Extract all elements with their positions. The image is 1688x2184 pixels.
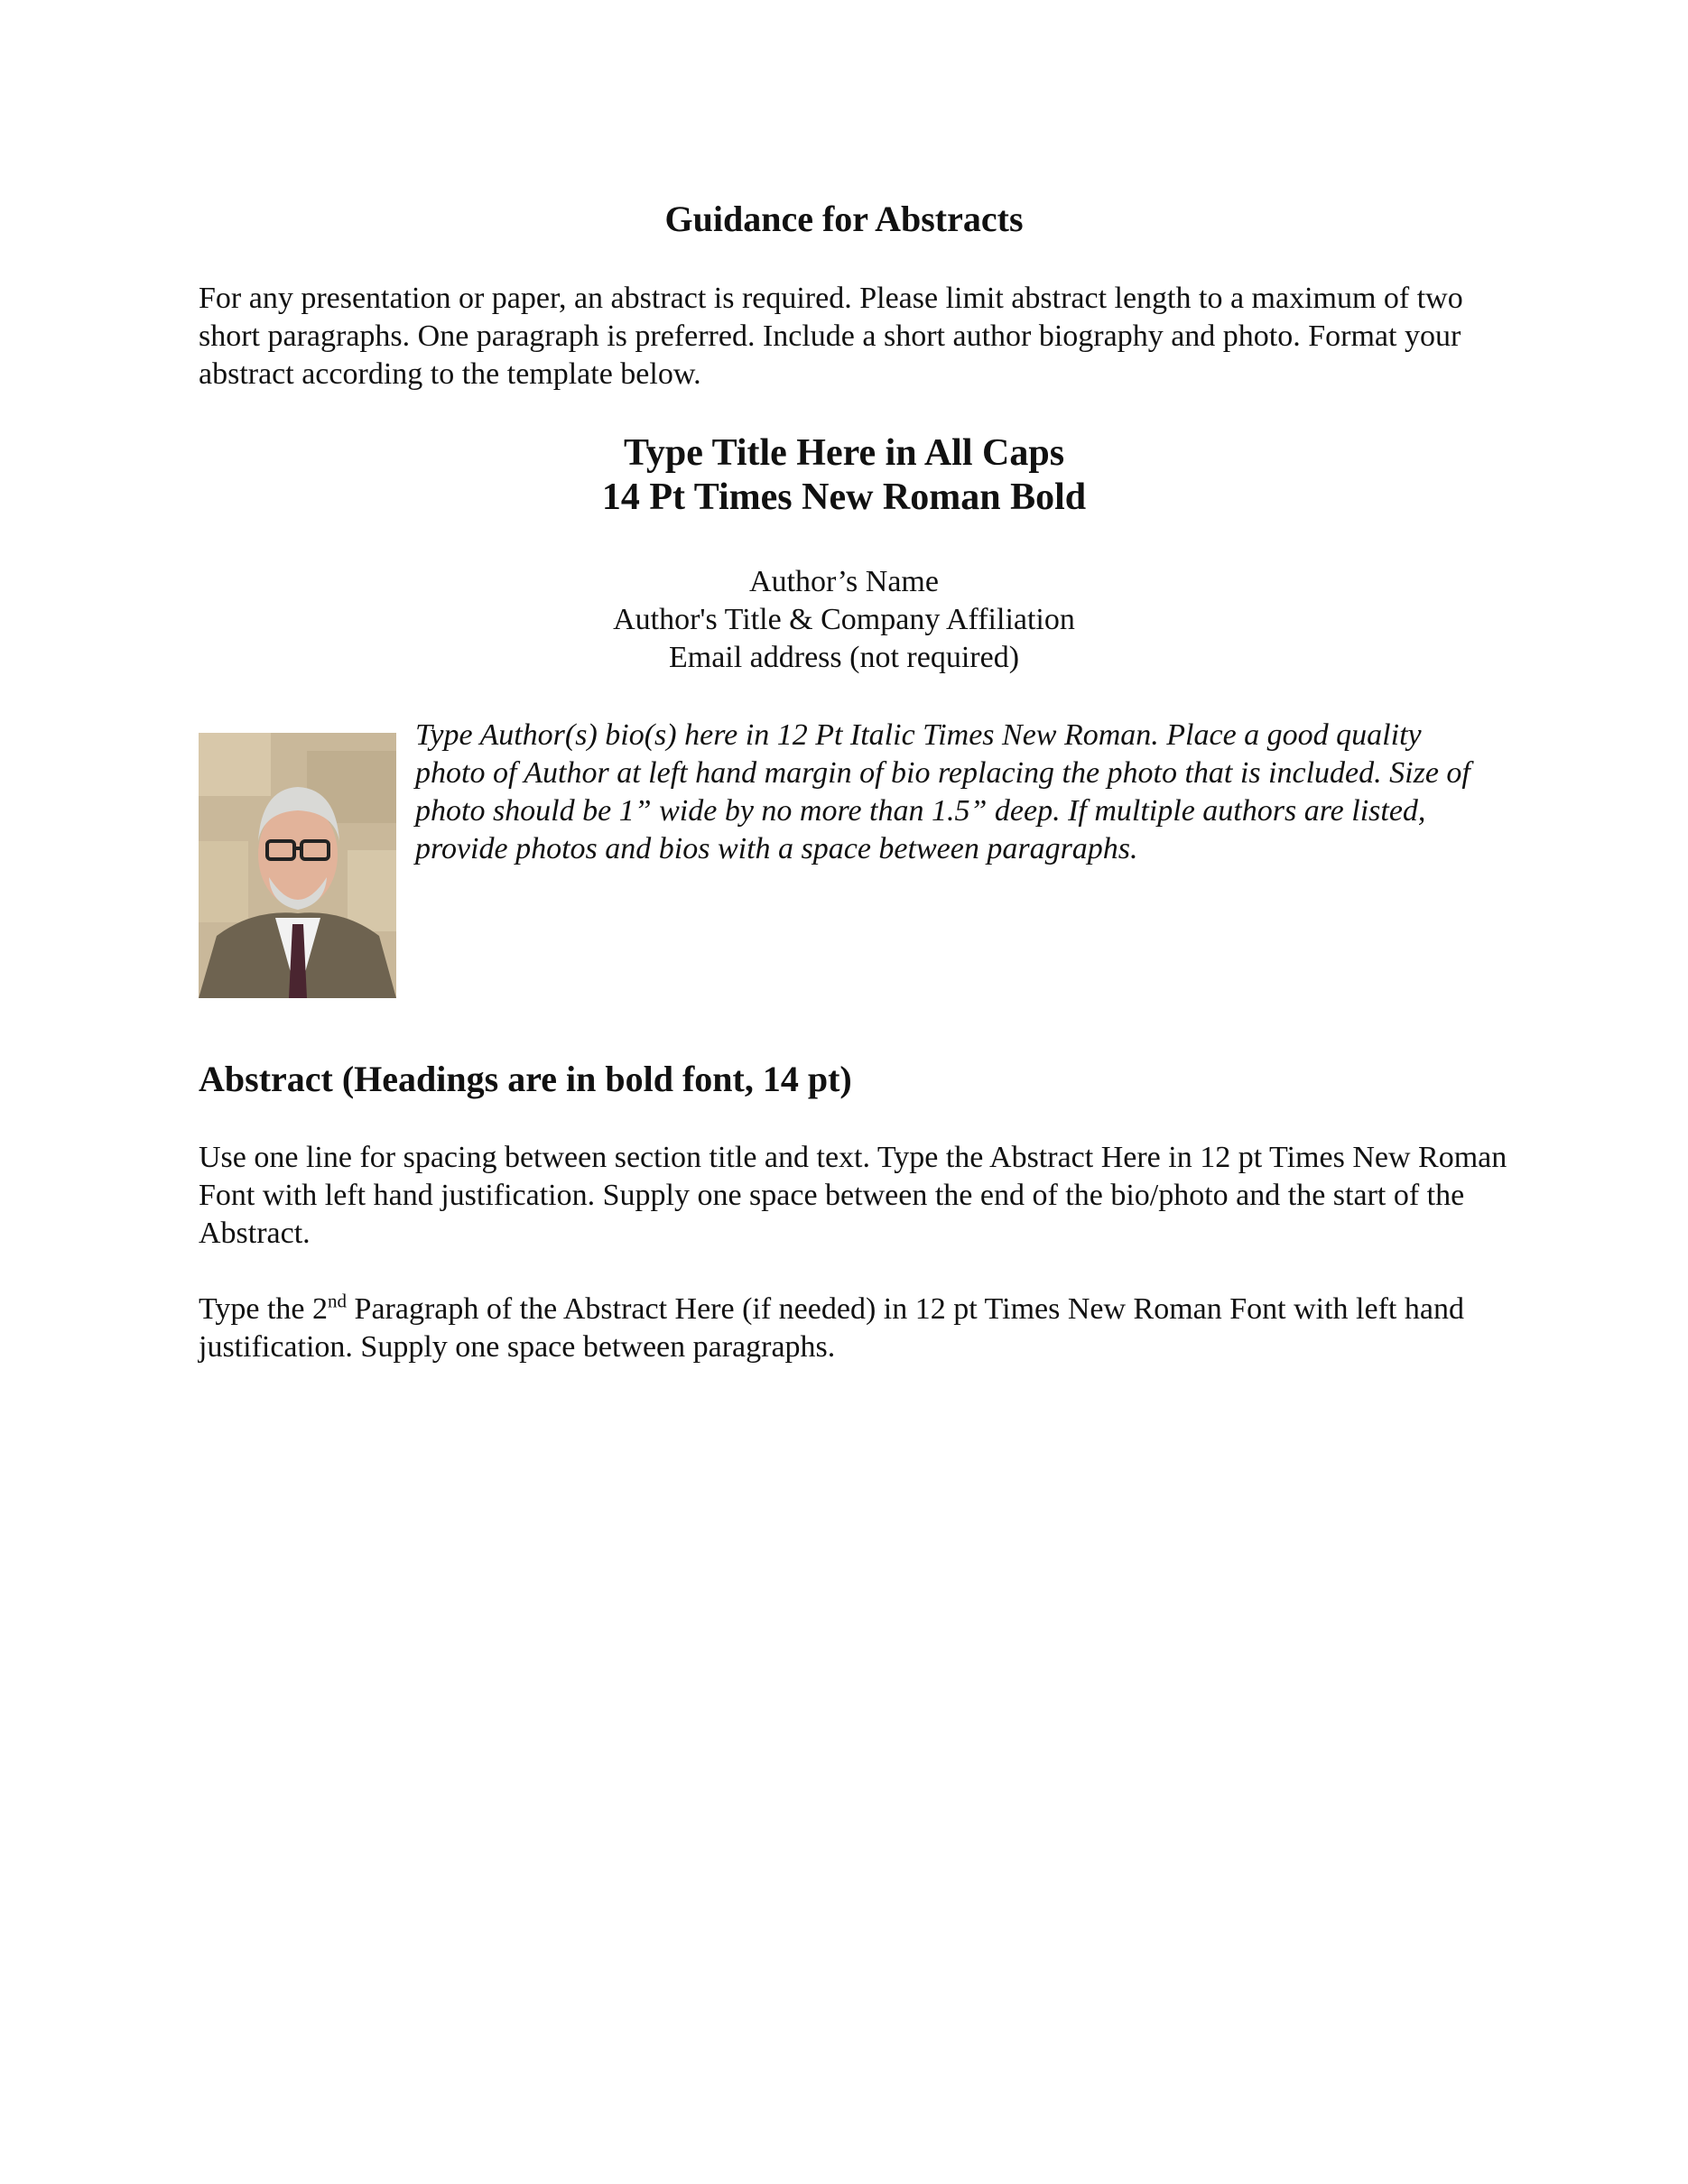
title-line-2: 14 Pt Times New Roman Bold [601,477,1087,518]
abstract-paragraph-1: Use one line for spacing between section title and text. Type the Abstract Here in 12 pt Times New Roman Font with left hand justification. Supply one space between the end of the bio/photo and the start of the Abstract. [199,1141,1507,1250]
author-affiliation: Author's Title & Company Affiliation [613,603,1075,636]
page-heading: Guidance for Abstracts [664,199,1024,239]
author-photo [199,733,396,998]
author-bio: Type Author(s) bio(s) here in 12 Pt Italic Times New Roman. Place a good quality photo of Author at left hand margin of bio replacing the photo that is included. Size of photo should be 1” wide by no more than 1.5” deep. If multiple authors are listed, provide photos and bios with a space between paragraphs. [415,718,1470,865]
abstract-paragraph-2-start: Type the 2 [199,1292,329,1326]
ordinal-suffix: nd [328,1290,348,1312]
abstract-heading: Abstract (Headings are in bold font, 14 pt) [199,1059,852,1099]
abstract-paragraph-2-rest: Paragraph of the Abstract Here (if needed) in 12 pt Times New Roman Font with left hand justification. Supply one space between paragraphs. [199,1292,1464,1364]
author-name: Author’s Name [749,565,939,598]
author-photo-icon [199,733,396,998]
abstract-paragraph-2 [199,1291,1512,1366]
title-block [0,431,1688,520]
intro-paragraph: For any presentation or paper, an abstract is required. Please limit abstract length to a maximum of two short paragraphs. One paragraph is preferred. Include a short author biography and photo. Format your abstract according to the template below. [199,282,1463,391]
author-email: Email address (not required) [668,641,1020,674]
author-block [0,563,1688,677]
title-line-1: Type Title Here in All Caps [623,432,1065,474]
